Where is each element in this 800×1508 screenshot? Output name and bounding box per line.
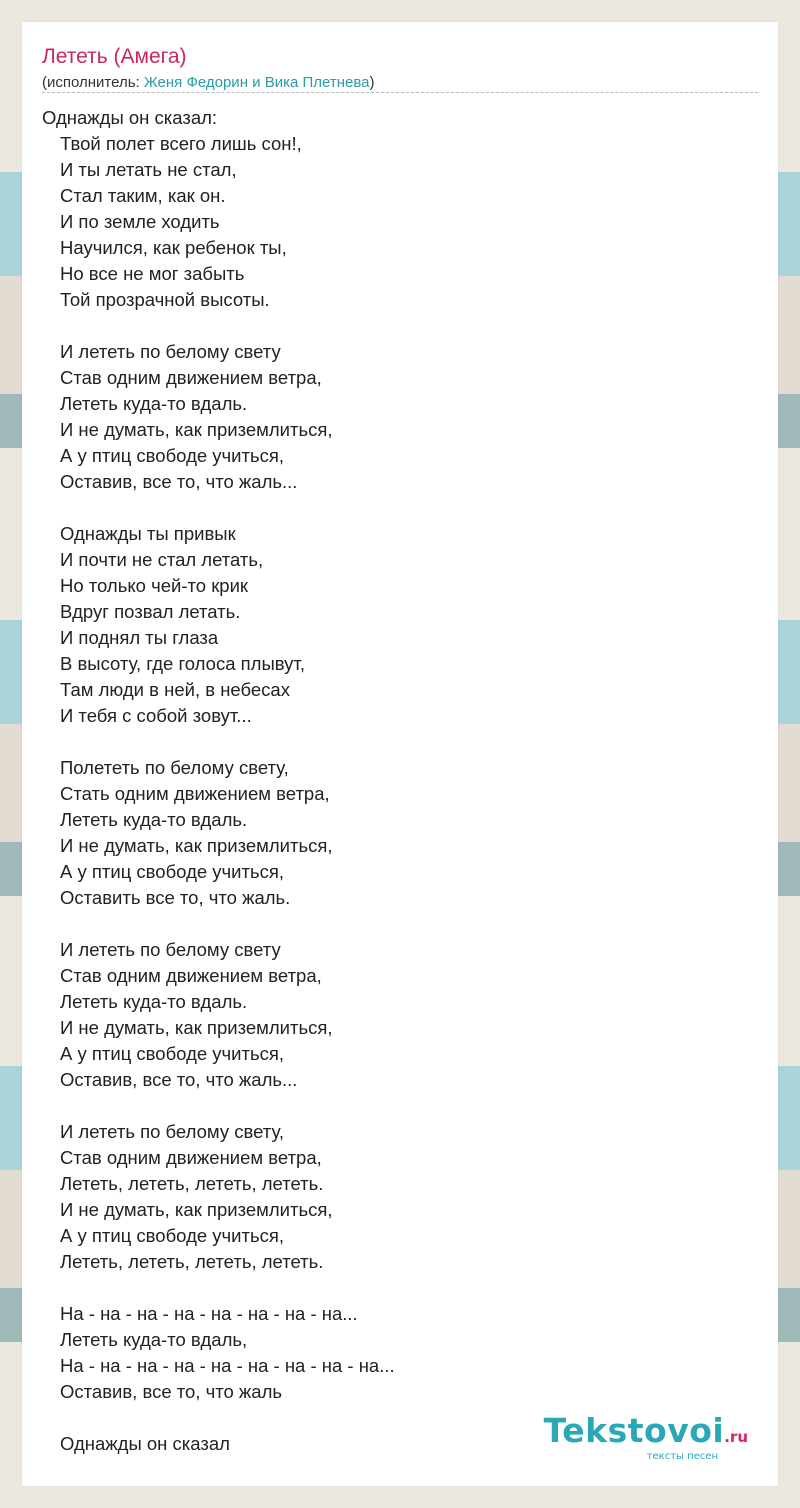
lyric-line: Стать одним движением ветра, <box>60 783 330 804</box>
lyric-line: Лететь куда-то вдаль. <box>60 991 248 1012</box>
lyric-line: Однажды ты привык <box>60 523 236 544</box>
logo-name: Tekstovoi <box>543 1411 725 1450</box>
lyric-line: И ты летать не стал, <box>60 159 237 180</box>
lyric-line: Научился, как ребенок ты, <box>60 237 287 258</box>
lyric-line: Лететь, лететь, лететь, лететь. <box>60 1251 324 1272</box>
lyric-line: Там люди в ней, в небесах <box>60 679 290 700</box>
lyric-line: И лететь по белому свету <box>60 341 281 362</box>
lyric-line: Лететь куда-то вдаль, <box>60 1329 248 1350</box>
artist-line <box>42 73 375 93</box>
song-title: Лететь (Амега) <box>42 45 187 68</box>
lyric-line: А у птиц свободе учиться, <box>60 1225 285 1246</box>
lyric-line: И лететь по белому свету, <box>60 1121 284 1142</box>
lyric-line: Однажды он сказал <box>60 1433 230 1454</box>
lyrics-card <box>22 22 778 1486</box>
logo-tld: .ru <box>724 1428 748 1446</box>
lyric-line: А у птиц свободе учиться, <box>60 1043 285 1064</box>
lyric-line: И не думать, как приземлиться, <box>60 1199 333 1220</box>
lyric-line: И не думать, как приземлиться, <box>60 1017 333 1038</box>
lyrics-body <box>42 105 758 1457</box>
lyric-line: Оставив, все то, что жаль... <box>60 1069 298 1090</box>
stanza-break <box>42 911 758 937</box>
lyric-line: И лететь по белому свету <box>60 939 281 960</box>
lyric-line: А у птиц свободе учиться, <box>60 861 285 882</box>
stanza-break <box>42 1275 758 1301</box>
lyric-line: Но только чей-то крик <box>60 575 249 596</box>
stanza-break <box>42 313 758 339</box>
artist-prefix: (исполнитель: <box>42 74 144 91</box>
stanza-break <box>42 495 758 521</box>
lyric-line: И почти не стал летать, <box>60 549 264 570</box>
site-logo[interactable] <box>543 1411 748 1462</box>
lyric-line: Став одним движением ветра, <box>60 1147 322 1168</box>
lyric-line: В высоту, где голоса плывут, <box>60 653 305 674</box>
lyric-line: Став одним движением ветра, <box>60 965 322 986</box>
lyric-line: Лететь, лететь, лететь, лететь. <box>60 1173 324 1194</box>
lyric-line: Той прозрачной высоты. <box>60 289 270 310</box>
lyric-line: Оставить все то, что жаль. <box>60 887 291 908</box>
lyric-line: Оставив, все то, что жаль <box>60 1381 283 1402</box>
lyric-line: Полететь по белому свету, <box>60 757 289 778</box>
lyric-line: И по земле ходить <box>60 211 220 232</box>
artist-link[interactable]: Женя Федорин и Вика Плетнева <box>143 74 370 91</box>
lyric-line: Стал таким, как он. <box>60 185 226 206</box>
lyric-line: На - на - на - на - на - на - на - на - на... <box>60 1355 395 1376</box>
lyric-line: Вдруг позвал летать. <box>60 601 241 622</box>
lyric-line: Лететь куда-то вдаль. <box>60 809 248 830</box>
lyric-line: И поднял ты глаза <box>60 627 219 648</box>
lyric-line: Став одним движением ветра, <box>60 367 322 388</box>
lyric-line: Лететь куда-то вдаль. <box>60 393 248 414</box>
logo-wordmark <box>543 1411 748 1454</box>
lyric-line: И не думать, как приземлиться, <box>60 835 333 856</box>
title-divider <box>42 92 758 93</box>
lyric-line: Оставив, все то, что жаль... <box>60 471 298 492</box>
lyric-line: И не думать, как приземлиться, <box>60 419 333 440</box>
lyric-line: А у птиц свободе учиться, <box>60 445 285 466</box>
logo-tagline: тексты песен <box>646 1451 718 1462</box>
lyric-line: Но все не мог забыть <box>60 263 245 284</box>
lyric-line: На - на - на - на - на - на - на - на... <box>60 1303 358 1324</box>
lyric-line: И тебя с собой зовут... <box>60 705 252 726</box>
stanza-break <box>42 729 758 755</box>
lyric-line: Твой полет всего лишь сон!, <box>60 133 302 154</box>
stanza-break <box>42 1093 758 1119</box>
artist-suffix: ) <box>369 74 375 91</box>
lyric-line: Однажды он сказал: <box>42 107 218 128</box>
